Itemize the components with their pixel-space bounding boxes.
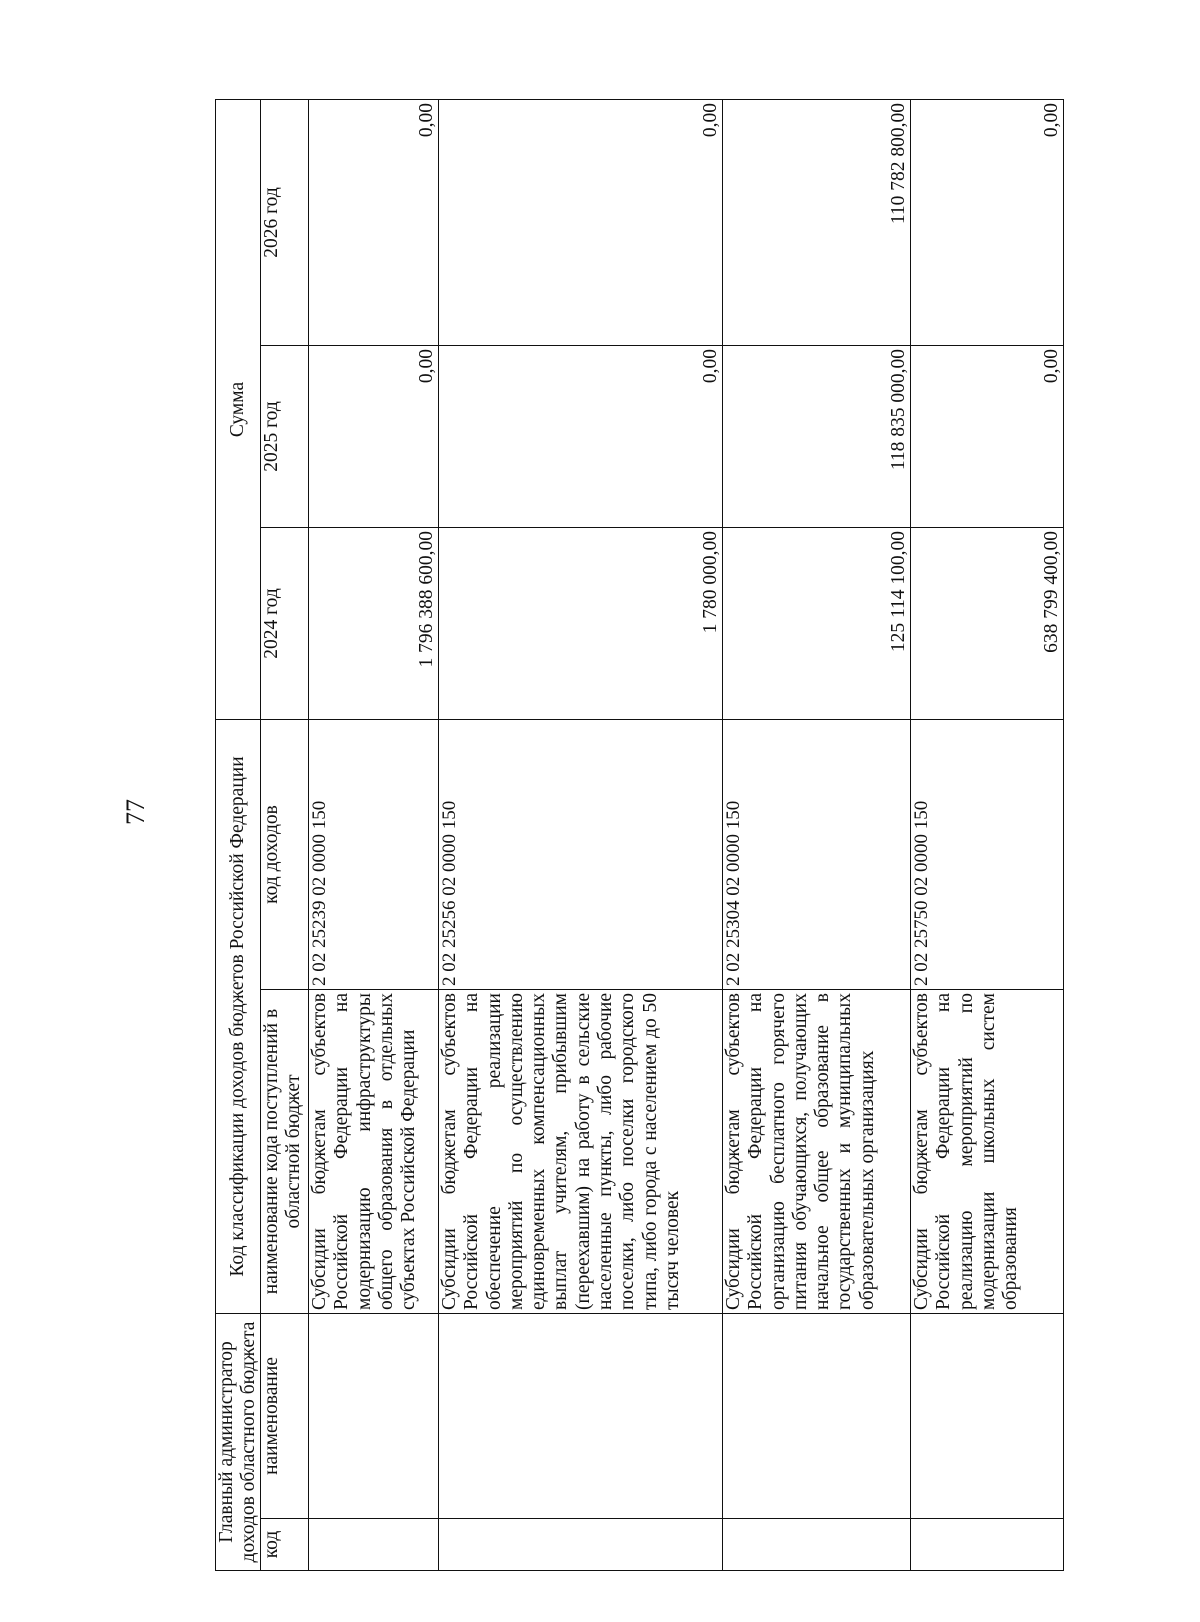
header-col-code: код <box>261 1519 309 1571</box>
row-amount-2025: 0,00 <box>309 346 439 528</box>
row-income-code: 2 02 25256 02 0000 150 <box>439 720 723 990</box>
row-income-code: 2 02 25239 02 0000 150 <box>309 720 439 990</box>
row-admin-code <box>723 1519 911 1571</box>
row-income-name: Субсидии бюджетам субъектов Российской Федерации на реализацию мероприятий по модернизации школьных систем образования <box>911 990 1064 1314</box>
row-income-name: Субсидии бюджетам субъектов Российской Федерации на модернизацию инфраструктуры общего образования в отдельных субъектах Российской Федерации <box>309 990 439 1314</box>
header-row-groups <box>216 99 261 1570</box>
row-amount-2024: 1 796 388 600,00 <box>309 528 439 720</box>
row-amount-2025: 0,00 <box>911 346 1064 528</box>
table-row <box>309 99 439 1570</box>
row-amount-2024: 638 799 400,00 <box>911 528 1064 720</box>
header-col-income-name: наименование кода поступлений в областной бюджет <box>261 990 309 1314</box>
budget-income-table <box>215 99 1064 1571</box>
header-col-2025: 2025 год <box>261 346 309 528</box>
page-number: 77 <box>121 799 150 825</box>
header-kbk-group: Код классификации доходов бюджетов Российской Федерации <box>216 720 261 1314</box>
row-amount-2025: 0,00 <box>439 346 723 528</box>
row-admin-name <box>723 1314 911 1519</box>
row-admin-name <box>439 1314 723 1519</box>
row-income-code: 2 02 25304 02 0000 150 <box>723 720 911 990</box>
row-amount-2026: 110 782 800,00 <box>723 99 911 345</box>
header-col-name: наименование <box>261 1314 309 1519</box>
row-amount-2026: 0,00 <box>439 99 723 345</box>
row-admin-code <box>309 1519 439 1571</box>
row-admin-name <box>911 1314 1064 1519</box>
table-row <box>911 99 1064 1570</box>
row-admin-code <box>439 1519 723 1571</box>
row-amount-2024: 125 114 100,00 <box>723 528 911 720</box>
row-amount-2026: 0,00 <box>911 99 1064 345</box>
header-col-2026: 2026 год <box>261 99 309 345</box>
table-row <box>723 99 911 1570</box>
row-amount-2024: 1 780 000,00 <box>439 528 723 720</box>
row-income-name: Субсидии бюджетам субъектов Российской Федерации на организацию бесплатного горячего питания обучающихся, получающих начальное общее образование в государственных и муниципальных образовательных организациях <box>723 990 911 1314</box>
rotated-table-container <box>215 100 1061 1571</box>
header-sum-group: Сумма <box>216 99 261 719</box>
row-amount-2025: 118 835 000,00 <box>723 346 911 528</box>
row-admin-code <box>911 1519 1064 1571</box>
header-col-income-code: код доходов <box>261 720 309 990</box>
row-amount-2026: 0,00 <box>309 99 439 345</box>
table-row <box>439 99 723 1570</box>
header-admin-group: Главный администратор доходов областного бюджета <box>216 1314 261 1571</box>
row-admin-name <box>309 1314 439 1519</box>
header-row-columns <box>261 99 309 1570</box>
row-income-name: Субсидии бюджетам субъектов Российской Федерации на обеспечение реализации мероприятий по осуществлению единовременных компенсационных выплат учителям, прибывшим (переехавшим) на работу в сельские населенные пункты, либо рабочие поселки, либо поселки городского типа, либо города с населением до 50 тысяч человек <box>439 990 723 1314</box>
row-income-code: 2 02 25750 02 0000 150 <box>911 720 1064 990</box>
header-col-2024: 2024 год <box>261 528 309 720</box>
